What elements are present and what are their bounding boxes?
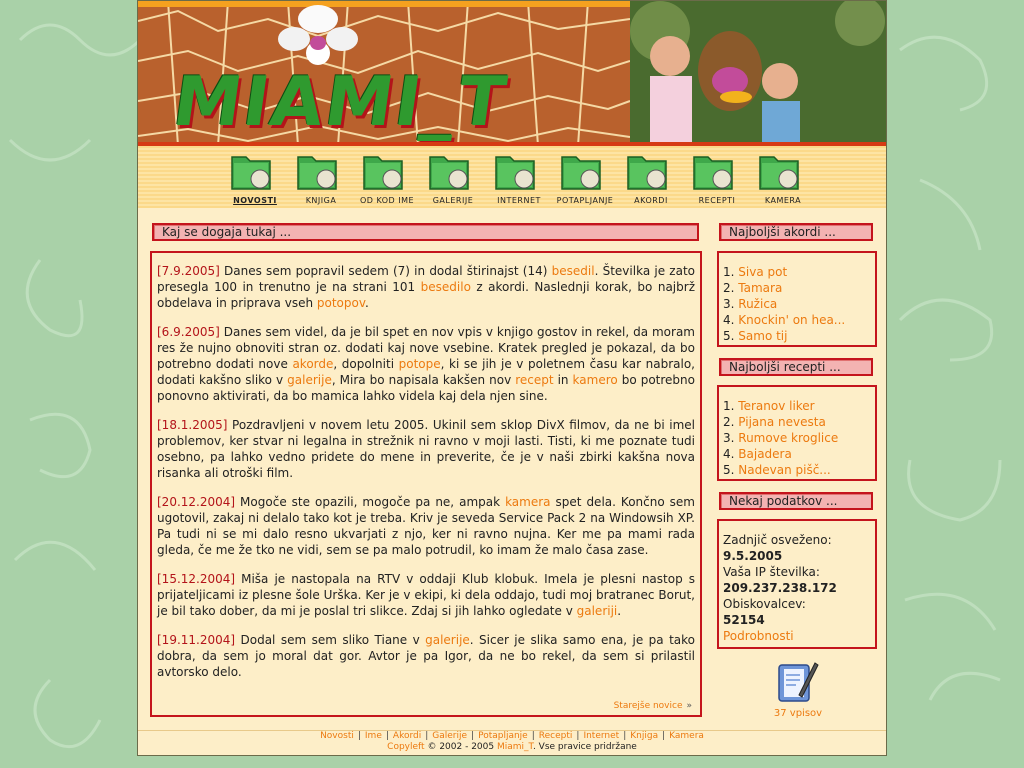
item-number: 1. (723, 265, 735, 279)
recipes-box (717, 385, 877, 481)
news-text: . Sicer je slika samo ena, je pa tako dobra, da sem jo moral dat gor. Avtor je pa Igor, da ne bo rekel, da sem si prilastil avtorsko delo. (157, 633, 695, 679)
recipes-item[interactable] (723, 414, 838, 430)
news-text: bo potrebno ponovno aktivirati, da bo mamica lahko videla kaj dela njen sine. (157, 373, 695, 403)
nav-label: GALERIJE (432, 196, 474, 205)
item-link[interactable]: Knockin' on hea... (738, 313, 846, 327)
updated-value: 9.5.2005 (723, 549, 783, 563)
chords-item[interactable] (723, 296, 845, 312)
info-box (717, 519, 877, 649)
nav-label: OD KOD IME (359, 196, 415, 205)
ip-value: 209.237.238.172 (723, 581, 837, 595)
item-number: 2. (723, 415, 735, 429)
recipes-title: Najboljši recepti ... (719, 358, 873, 376)
nav-item-od-kod-ime[interactable] (354, 147, 420, 209)
footer-link-recepti[interactable]: Recepti (538, 731, 573, 741)
photo-illustration (630, 1, 886, 146)
chords-title: Najboljši akordi ... (719, 223, 873, 241)
speaker-icon (626, 149, 670, 193)
footer-separator: | (576, 731, 580, 741)
copyright-years: © 2002 - 2005 (427, 742, 495, 752)
footer-link-potapljanje[interactable]: Potapljanje (478, 731, 528, 741)
chords-item[interactable] (723, 328, 845, 344)
item-number: 3. (723, 431, 735, 445)
notebook-icon (296, 149, 340, 193)
news-link[interactable]: besedilo (420, 280, 471, 294)
chords-item[interactable] (723, 312, 845, 328)
footer-link-galerije[interactable]: Galerije (432, 731, 468, 741)
page-container (137, 0, 887, 756)
news-date: [18.1.2005] (157, 418, 228, 432)
header-photo (630, 1, 886, 146)
nav-item-internet[interactable] (486, 147, 552, 209)
nav-label: AKORDI (634, 196, 668, 205)
webcam-icon (758, 149, 802, 193)
item-number: 3. (723, 297, 735, 311)
updated-label: Zadnjič osveženo: (723, 533, 832, 547)
news-item (157, 263, 695, 311)
site-footer (138, 731, 886, 753)
item-number: 4. (723, 447, 735, 461)
news-text: . (365, 296, 369, 310)
item-link[interactable]: Samo tij (738, 329, 788, 343)
footer-separator: | (385, 731, 389, 741)
recipes-item[interactable] (723, 462, 838, 478)
visitors-label: Obiskovalcev: (723, 597, 806, 611)
footer-link-ime[interactable]: Ime (364, 731, 382, 741)
nav-item-recepti[interactable] (684, 147, 750, 209)
visitors-value: 52154 (723, 613, 765, 627)
footer-separator: | (471, 731, 475, 741)
news-text: Danes sem popravil sedem (7) in dodal štirinajst (14) (219, 264, 552, 278)
picture-icon (428, 149, 472, 193)
copyleft-link[interactable]: Copyleft (387, 742, 425, 752)
nav-item-novosti[interactable] (222, 147, 288, 209)
news-link[interactable]: galerije (425, 633, 470, 647)
news-text: , Mira bo napisala kakšen nov (331, 373, 516, 387)
news-item (157, 571, 695, 619)
news-link[interactable]: akorde (292, 357, 334, 371)
orchid-flower-icon (278, 1, 358, 71)
news-link[interactable]: besedil (551, 264, 595, 278)
footer-links (138, 731, 886, 742)
owner-link[interactable]: Miami_T (496, 742, 533, 752)
item-number: 5. (723, 463, 735, 477)
news-item (157, 494, 695, 558)
news-item (157, 632, 695, 680)
footer-link-knjiga[interactable]: Knjiga (630, 731, 659, 741)
item-link[interactable]: Tamara (738, 281, 783, 295)
rights-text: . Vse pravice pridržane (532, 742, 637, 752)
chords-item[interactable] (723, 264, 845, 280)
news-text: z akordi. Naslednji korak, bo najbrž obdelava in priprava vseh (157, 280, 695, 310)
news-link[interactable]: recept (515, 373, 554, 387)
item-link[interactable]: Bajadera (738, 447, 792, 461)
nav-label: RECEPTI (698, 196, 736, 205)
site-logo: MIAMI_T (168, 63, 513, 142)
site-header (138, 1, 886, 146)
news-text: , dopolniti (333, 357, 399, 371)
footer-link-kamera[interactable]: Kamera (669, 731, 704, 741)
news-link[interactable]: potopov (316, 296, 366, 310)
recipes-list (723, 398, 838, 478)
nav-item-akordi[interactable] (618, 147, 684, 209)
item-number: 4. (723, 313, 735, 327)
guestbook-count[interactable]: 37 vpisov (773, 708, 823, 719)
chords-list (723, 264, 845, 344)
news-text: Dodal sem sem sliko Tiane v (235, 633, 426, 647)
guestbook-icon[interactable] (775, 659, 819, 705)
item-number: 1. (723, 399, 735, 413)
recipes-item[interactable] (723, 430, 838, 446)
globe-icon (494, 149, 538, 193)
nav-label: INTERNET (497, 196, 541, 205)
nav-item-galerije[interactable] (420, 147, 486, 209)
footer-link-akordi[interactable]: Akordi (392, 731, 422, 741)
nav-item-knjiga[interactable] (288, 147, 354, 209)
news-item (157, 417, 695, 481)
news-text: in (553, 373, 573, 387)
item-link[interactable]: Siva pot (738, 265, 788, 279)
star-icon (362, 149, 406, 193)
chords-item[interactable] (723, 280, 845, 296)
footer-separator: | (623, 731, 627, 741)
news-text: Danes sem videl, da je bil spet en nov vpis v knjigo gostov in rekel, da moram res že nujno obnoviti stran oz. dodati kaj nove vsebine. Kratek pregled je pokazal, da bo potrebno dodati nove (157, 325, 695, 371)
item-link[interactable]: Rumove kroglice (738, 431, 839, 445)
recipes-item[interactable] (723, 398, 838, 414)
item-link[interactable]: Teranov liker (738, 399, 815, 413)
diver-icon (560, 149, 604, 193)
info-title: Nekaj podatkov ... (719, 492, 873, 510)
news-item (157, 324, 695, 404)
house-icon (230, 149, 274, 193)
item-number: 5. (723, 329, 735, 343)
ip-label: Vaša IP številka: (723, 565, 820, 579)
news-link[interactable]: potope (398, 357, 441, 371)
news-text: Mogoče ste opazili, mogoče pa ne, ampak (235, 495, 506, 509)
news-link[interactable]: kamera (505, 495, 551, 509)
nav-label: KNJIGA (305, 196, 337, 205)
news-date: [19.11.2004] (157, 633, 236, 647)
main-nav (222, 147, 822, 209)
news-text: Miša je nastopala na RTV v oddaji Klub klobuk. Imela je plesni nastop s prijateljicami iz plesne šole Urška. Ker je v ekipi, ki dela oddajo, tudi moj bratranec Borut, je bil tako dober, da mi je poslal tri slikce. Zdaj si jih lahko ogledate v (157, 572, 695, 618)
news-text: . Številka je zato presegla 100 in trenutno je na strani 101 (157, 264, 695, 294)
news-list (157, 263, 695, 693)
details-link[interactable]: Podrobnosti (723, 629, 794, 643)
footer-link-internet[interactable]: Internet (583, 731, 620, 741)
news-text: Pozdravljeni v novem letu 2005. Ukinil sem sklop DivX filmov, da ne bi imel problemov, ker stvar ni legalna in strežnik ni ravno v moji lasti. Tisti, ki me poznate tudi osebno, pa lahko vedno pridete do mene in preverite, če je v naši zbirki kakšna nova risanka ali otroški film. (157, 418, 695, 480)
recipes-item[interactable] (723, 446, 838, 462)
news-date: [20.12.2004] (157, 495, 236, 509)
chords-box (717, 251, 877, 347)
item-link[interactable]: Ružica (738, 297, 778, 311)
news-link[interactable]: galerije (287, 373, 332, 387)
nav-label: KAMERA (764, 196, 802, 205)
info-list (723, 532, 837, 644)
news-text: . (617, 604, 622, 618)
footer-separator: | (425, 731, 429, 741)
footer-separator: | (531, 731, 535, 741)
news-link[interactable]: galeriji (576, 604, 618, 618)
footer-copyright (138, 742, 886, 753)
nav-item-potapljanje[interactable] (552, 147, 618, 209)
footer-separator: | (357, 731, 361, 741)
footer-link-novosti[interactable]: Novosti (320, 731, 354, 741)
item-number: 2. (723, 281, 735, 295)
nav-label: POTAPLJANJE (556, 196, 614, 205)
item-link[interactable]: Pijana nevesta (738, 415, 826, 429)
bowl-icon (692, 149, 736, 193)
nav-item-kamera[interactable] (750, 147, 816, 209)
news-link[interactable]: kamero (572, 373, 618, 387)
footer-separator: | (662, 731, 666, 741)
item-link[interactable]: Nadevan pišč... (738, 463, 831, 477)
news-box (150, 251, 702, 717)
nav-label: NOVOSTI (233, 196, 277, 205)
older-news-link[interactable]: Starejše novice » (613, 701, 692, 711)
news-title: Kaj se dogaja tukaj ... (152, 223, 699, 241)
news-date: [6.9.2005] (157, 325, 220, 339)
news-text: , ki se jih je v poletnem času kar nabralo, dodati kakšno sliko v (157, 357, 695, 387)
news-date: [7.9.2005] (157, 264, 220, 278)
news-date: [15.12.2004] (157, 572, 236, 586)
news-text: spet dela. Končno sem ugotovil, zakaj ni delalo tako kot je treba. Kriv je seveda Service Pack 2 na Windowsih XP. Pa tudi ni se mi dalo resno ukvarjati z njo, ker ni ravno nujna. Ker me pa mami rada gleda, če me že tko ne vidi, sem se pa malo potrudil, ko imam že malo časa zase. (157, 495, 695, 557)
